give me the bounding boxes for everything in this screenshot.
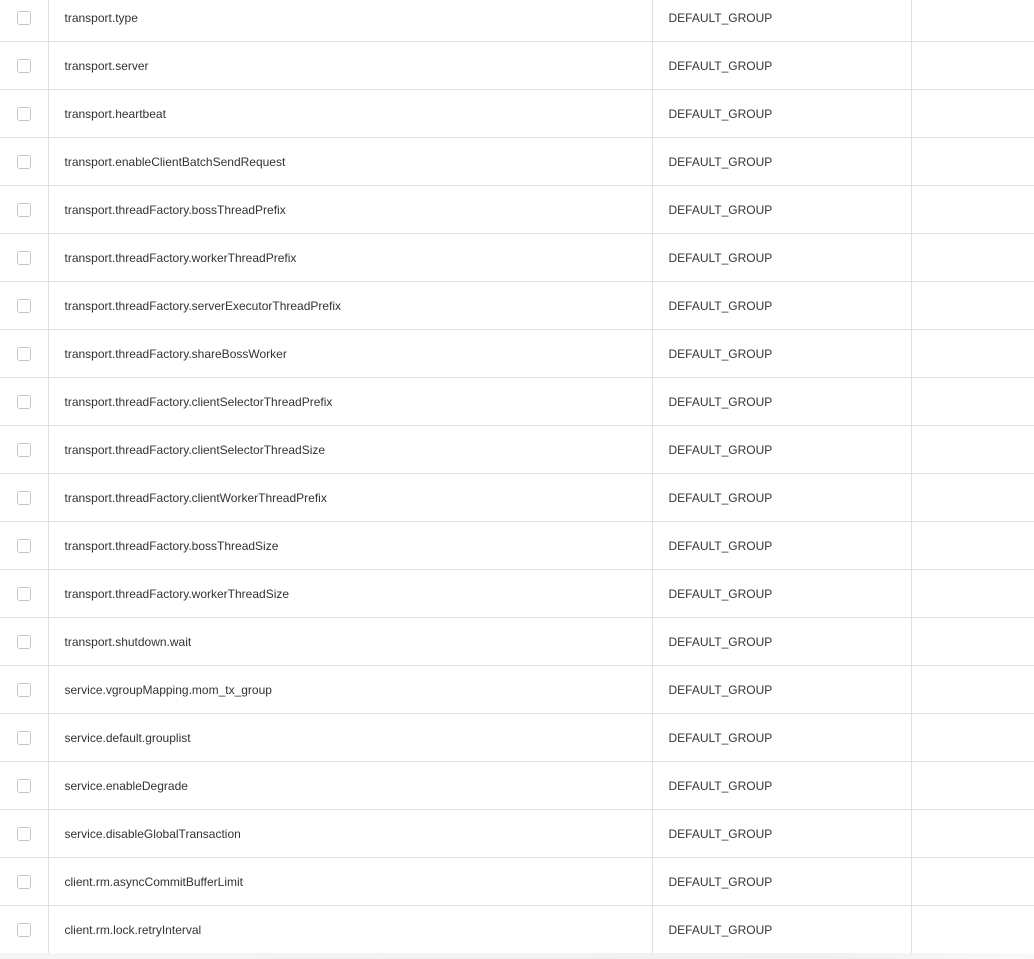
- group-cell: DEFAULT_GROUP: [652, 522, 911, 570]
- group-cell: DEFAULT_GROUP: [652, 138, 911, 186]
- row-checkbox[interactable]: [17, 155, 31, 169]
- data-id-cell: transport.threadFactory.workerThreadPrefix: [48, 234, 652, 282]
- data-id-cell: client.rm.asyncCommitBufferLimit: [48, 858, 652, 906]
- group-cell: DEFAULT_GROUP: [652, 186, 911, 234]
- extra-cell: [911, 90, 1034, 138]
- table-row: [0, 762, 1034, 810]
- row-checkbox[interactable]: [17, 587, 31, 601]
- data-id-cell: service.enableDegrade: [48, 762, 652, 810]
- group-cell: DEFAULT_GROUP: [652, 0, 911, 42]
- select-cell: [0, 762, 48, 810]
- row-checkbox[interactable]: [17, 731, 31, 745]
- data-id-cell: transport.threadFactory.serverExecutorThreadPrefix: [48, 282, 652, 330]
- extra-cell: [911, 906, 1034, 954]
- data-id-cell: transport.threadFactory.clientSelectorThreadSize: [48, 426, 652, 474]
- group-cell: DEFAULT_GROUP: [652, 570, 911, 618]
- extra-cell: [911, 666, 1034, 714]
- table-row: [0, 42, 1034, 90]
- row-checkbox[interactable]: [17, 491, 31, 505]
- table-row: [0, 858, 1034, 906]
- select-cell: [0, 714, 48, 762]
- group-cell: DEFAULT_GROUP: [652, 234, 911, 282]
- group-cell: DEFAULT_GROUP: [652, 666, 911, 714]
- data-id-cell: transport.threadFactory.bossThreadPrefix: [48, 186, 652, 234]
- row-checkbox[interactable]: [17, 299, 31, 313]
- table-row: [0, 426, 1034, 474]
- data-id-cell: transport.shutdown.wait: [48, 618, 652, 666]
- row-checkbox[interactable]: [17, 347, 31, 361]
- extra-cell: [911, 474, 1034, 522]
- row-checkbox[interactable]: [17, 923, 31, 937]
- row-checkbox[interactable]: [17, 635, 31, 649]
- group-cell: DEFAULT_GROUP: [652, 714, 911, 762]
- data-id-cell: transport.enableClientBatchSendRequest: [48, 138, 652, 186]
- row-checkbox[interactable]: [17, 11, 31, 25]
- group-cell: DEFAULT_GROUP: [652, 858, 911, 906]
- group-cell: DEFAULT_GROUP: [652, 426, 911, 474]
- extra-cell: [911, 714, 1034, 762]
- row-checkbox[interactable]: [17, 827, 31, 841]
- select-cell: [0, 906, 48, 954]
- table-row: [0, 90, 1034, 138]
- select-cell: [0, 666, 48, 714]
- select-cell: [0, 858, 48, 906]
- group-cell: DEFAULT_GROUP: [652, 906, 911, 954]
- table-row: [0, 330, 1034, 378]
- select-cell: [0, 90, 48, 138]
- select-cell: [0, 426, 48, 474]
- table-row: [0, 138, 1034, 186]
- data-id-cell: client.rm.lock.retryInterval: [48, 906, 652, 954]
- select-cell: [0, 282, 48, 330]
- select-cell: [0, 570, 48, 618]
- data-id-cell: transport.threadFactory.clientWorkerThreadPrefix: [48, 474, 652, 522]
- extra-cell: [911, 762, 1034, 810]
- row-checkbox[interactable]: [17, 251, 31, 265]
- table-row: [0, 666, 1034, 714]
- table-row: [0, 234, 1034, 282]
- extra-cell: [911, 138, 1034, 186]
- row-checkbox[interactable]: [17, 875, 31, 889]
- data-id-cell: transport.threadFactory.bossThreadSize: [48, 522, 652, 570]
- row-checkbox[interactable]: [17, 683, 31, 697]
- table-row: [0, 186, 1034, 234]
- data-id-cell: service.default.grouplist: [48, 714, 652, 762]
- table-row: [0, 618, 1034, 666]
- select-cell: [0, 618, 48, 666]
- group-cell: DEFAULT_GROUP: [652, 282, 911, 330]
- table-row: [0, 378, 1034, 426]
- extra-cell: [911, 234, 1034, 282]
- select-cell: [0, 522, 48, 570]
- extra-cell: [911, 282, 1034, 330]
- extra-cell: [911, 858, 1034, 906]
- extra-cell: [911, 0, 1034, 42]
- row-checkbox[interactable]: [17, 395, 31, 409]
- group-cell: DEFAULT_GROUP: [652, 330, 911, 378]
- table-row: [0, 570, 1034, 618]
- table-row: [0, 906, 1034, 954]
- row-checkbox[interactable]: [17, 779, 31, 793]
- extra-cell: [911, 42, 1034, 90]
- extra-cell: [911, 618, 1034, 666]
- extra-cell: [911, 570, 1034, 618]
- data-id-cell: transport.threadFactory.workerThreadSize: [48, 570, 652, 618]
- row-checkbox[interactable]: [17, 203, 31, 217]
- group-cell: DEFAULT_GROUP: [652, 378, 911, 426]
- horizontal-scrollbar-track[interactable]: [0, 953, 1034, 959]
- data-id-cell: transport.threadFactory.clientSelectorThreadPrefix: [48, 378, 652, 426]
- group-cell: DEFAULT_GROUP: [652, 474, 911, 522]
- data-id-cell: transport.heartbeat: [48, 90, 652, 138]
- extra-cell: [911, 426, 1034, 474]
- select-cell: [0, 330, 48, 378]
- select-cell: [0, 0, 48, 42]
- data-id-cell: transport.type: [48, 0, 652, 42]
- select-cell: [0, 186, 48, 234]
- group-cell: DEFAULT_GROUP: [652, 42, 911, 90]
- select-cell: [0, 42, 48, 90]
- select-cell: [0, 378, 48, 426]
- select-cell: [0, 138, 48, 186]
- data-id-cell: service.disableGlobalTransaction: [48, 810, 652, 858]
- group-cell: DEFAULT_GROUP: [652, 90, 911, 138]
- select-cell: [0, 234, 48, 282]
- data-id-cell: transport.threadFactory.shareBossWorker: [48, 330, 652, 378]
- table-row: [0, 0, 1034, 42]
- group-cell: DEFAULT_GROUP: [652, 762, 911, 810]
- table-row: [0, 282, 1034, 330]
- table-row: [0, 810, 1034, 858]
- row-checkbox[interactable]: [17, 107, 31, 121]
- group-cell: DEFAULT_GROUP: [652, 810, 911, 858]
- select-cell: [0, 474, 48, 522]
- group-cell: DEFAULT_GROUP: [652, 618, 911, 666]
- table-row: [0, 474, 1034, 522]
- table-row: [0, 714, 1034, 762]
- data-id-cell: transport.server: [48, 42, 652, 90]
- row-checkbox[interactable]: [17, 443, 31, 457]
- extra-cell: [911, 186, 1034, 234]
- extra-cell: [911, 330, 1034, 378]
- row-checkbox[interactable]: [17, 539, 31, 553]
- extra-cell: [911, 378, 1034, 426]
- row-checkbox[interactable]: [17, 59, 31, 73]
- data-id-cell: service.vgroupMapping.mom_tx_group: [48, 666, 652, 714]
- extra-cell: [911, 522, 1034, 570]
- select-cell: [0, 810, 48, 858]
- table-row: [0, 522, 1034, 570]
- extra-cell: [911, 810, 1034, 858]
